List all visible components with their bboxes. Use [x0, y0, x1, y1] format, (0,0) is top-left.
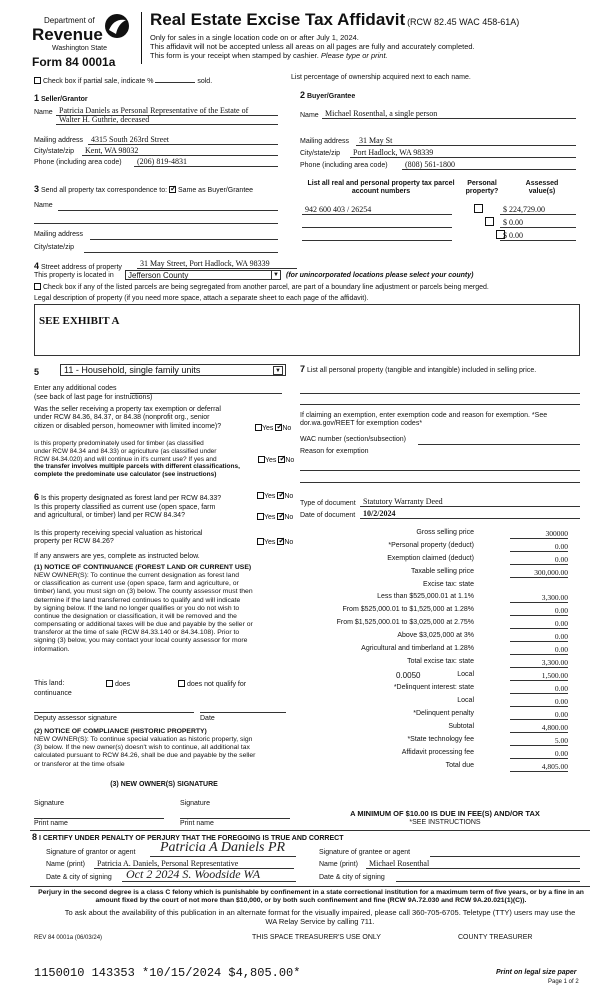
doc-type[interactable]: Statutory Warranty Deed	[360, 497, 580, 507]
alternate-format-note: To ask about the availability of this publication in an alternate format for the visually impaired, please call 360-705-6705. Teletype (TTY) users may use the WA Relay Service by calling 711.	[64, 908, 576, 926]
owner-print-label: Print name	[180, 820, 214, 827]
calc-row	[300, 606, 570, 617]
buyer-mail-label: Mailing address	[300, 138, 350, 145]
chevron-down-icon: ▼	[273, 366, 283, 375]
calc-label: Affidavit processing fee	[401, 749, 474, 756]
calc-value[interactable]: 3,300.00	[510, 658, 568, 668]
sec3-label: Send all property tax correspondence to:	[40, 187, 168, 194]
calc-label: Agricultural and timberland at 1.28%	[361, 645, 474, 652]
segregated-checkbox[interactable]	[34, 283, 41, 290]
owner-sig-label: Signature	[34, 800, 64, 807]
treasurer-stamp: 1150010 143353 *10/15/2024 $4,805.00*	[34, 966, 301, 980]
buyer-city-label: City/state/zip	[300, 150, 341, 157]
buyer-name[interactable]: Michael Rosenthal, a single person	[322, 109, 576, 119]
calc-row	[300, 723, 570, 734]
assessed-value[interactable]: $ 224,729.00	[500, 205, 576, 215]
perjury-statement: Perjury in the second degree is a class C felony which is punishable by confinement in a state correctional institution for a maximum term of five years, or by a fine in an amount fixed by the court of not more than $10,000, or by both such confinement and fine (RCW 9A.72.030 and RCW 9A.20.021(1)(C)).	[38, 889, 584, 904]
calc-row	[300, 568, 570, 579]
buyer-heading: Buyer/Grantee	[306, 93, 356, 100]
calc-label: From $1,525,000.01 to $3,025,000 at 2.75%	[336, 619, 474, 626]
calc-label: *Delinquent interest: state	[393, 684, 474, 691]
calc-row	[300, 555, 570, 566]
seller-name-label: Name	[34, 109, 53, 116]
seller-phone[interactable]: (206) 819-4831	[134, 157, 278, 167]
header-note-3: This form is your receipt when stamped by cashier.	[150, 51, 319, 61]
timber-question: Is this property predominately used for timber (as classified under RCW 84.34 and 84.33) or agriculture (as classified under RCW 84.34.020) and will continue in it's current use? If yes and the transfer involves multiple parcels with different classifications, complete the predominate use calculator (see instructions)	[34, 440, 240, 479]
same-as-buyer-label: Same as Buyer/Grantee	[177, 187, 254, 194]
calc-value[interactable]: 300000	[510, 529, 568, 539]
calc-row	[300, 736, 570, 747]
partial-sale-row	[34, 77, 212, 86]
seller-city[interactable]: Kent, WA 98032	[82, 146, 278, 156]
property-use-select[interactable]	[60, 364, 286, 376]
property-use-value: 11 - Household, single family units	[64, 365, 201, 375]
calc-value[interactable]: 5.00	[510, 736, 568, 746]
sec3-mail-label: Mailing address	[34, 231, 84, 238]
does-not-checkbox[interactable]	[178, 680, 185, 687]
wac-label: WAC number (section/subsection)	[300, 436, 406, 443]
county-treasurer-label: COUNTY TREASURER	[458, 934, 533, 941]
form-title-ref: (RCW 82.45 WAC 458-61A)	[407, 17, 520, 27]
segregated-label: Check box if any of the listed parcels are being segregated from another parcel, are part of a boundary line adjustment or parcels being merged.	[42, 284, 489, 291]
calc-label: Total due	[445, 762, 474, 769]
legal-description-box[interactable]	[34, 304, 580, 356]
calc-row	[300, 542, 570, 553]
chevron-down-icon: ▼	[271, 271, 280, 279]
header-note-2: This affidavit will not be accepted unless all areas on all pages are fully and accurately completed.	[150, 42, 475, 52]
timber-yes-checkbox[interactable]	[258, 456, 265, 463]
calc-label: *State technology fee	[407, 736, 474, 743]
partial-sale-label: Check box if partial sale, indicate %	[42, 78, 154, 85]
header-note-1: Only for sales in a single location code on or after July 1, 2024.	[150, 33, 359, 43]
same-as-buyer-checkbox[interactable]	[169, 186, 176, 193]
calc-row	[300, 619, 570, 630]
calc-label: Subtotal	[448, 723, 474, 730]
personal-col-header: Personal property?	[465, 180, 499, 196]
grantor-name-label: Name (print)	[46, 861, 85, 868]
calc-value[interactable]: 1,500.00	[510, 671, 568, 681]
buyer-name-label: Name	[300, 112, 319, 119]
owner-sig-label: Signature	[180, 800, 210, 807]
grantor-signature[interactable]: Patricia A Daniels PR	[160, 840, 286, 855]
forest-question: Is this property designated as forest land per RCW 84.33?	[40, 495, 222, 502]
state-label: Washington State	[52, 45, 107, 52]
calc-row	[300, 658, 570, 669]
historic-no-checkbox[interactable]	[277, 538, 284, 545]
parcel-number[interactable]	[302, 218, 452, 228]
continuance-label: continuance	[34, 690, 72, 697]
parcel-number[interactable]: 942 600 403 / 26254	[302, 205, 452, 215]
additional-codes-label: Enter any additional codes	[34, 385, 117, 392]
seller-city-label: City/state/zip	[34, 148, 75, 155]
calc-label: *Delinquent penalty	[413, 710, 474, 717]
calc-row	[300, 697, 570, 708]
calc-label: Local	[457, 697, 474, 704]
historic-yes-checkbox[interactable]	[257, 538, 264, 545]
if-yes-note: If any answers are yes, complete as instructed below.	[34, 553, 200, 560]
calc-label: Excise tax: state	[423, 581, 474, 588]
county-value: Jefferson County	[128, 271, 189, 280]
revision: REV 84 0001a (06/03/24)	[34, 935, 103, 941]
form-title-area	[150, 10, 590, 60]
additional-codes-note: (see back of last page for instructions)	[34, 394, 153, 401]
see-instructions-note: *SEE INSTRUCTIONS	[409, 819, 481, 826]
page-number: Page 1 of 2	[548, 979, 579, 985]
calc-value[interactable]: 0.00	[510, 645, 568, 655]
seller-phone-label: Phone (including area code)	[34, 159, 122, 166]
parcel-col-header: List all real and personal property tax parcel account numbers	[307, 180, 455, 196]
calc-value[interactable]: 0.00	[510, 632, 568, 642]
doc-date-label: Date of document	[300, 512, 356, 519]
seller-name-2[interactable]: Walter H. Guthrie, deceased	[56, 115, 278, 125]
calc-value[interactable]: 0.00	[510, 619, 568, 629]
calc-label: From $525,000.01 to $1,525,000 at 1.28%	[342, 606, 474, 613]
calc-row	[300, 671, 570, 682]
calc-row	[300, 593, 570, 604]
buyer-mail[interactable]: 31 May St	[356, 136, 576, 146]
calc-row	[300, 645, 570, 656]
seller-mail[interactable]: 4315 South 263rd Street	[88, 135, 278, 145]
notice-compliance: (2) NOTICE OF COMPLIANCE (HISTORIC PROPERTY) NEW OWNER(S): To continue special valuation as historic property, sign (3) below. If the new owner(s) doesn't wish to continue, all additional tax calculated pursuant to RCW 84.26, shall be due and payable by the seller or transferor at the time ofsale	[34, 728, 256, 768]
located-label: This property is located in	[34, 272, 114, 279]
seller-mail-label: Mailing address	[34, 137, 84, 144]
buyer-phone-label: Phone (including area code)	[300, 162, 388, 169]
timber-no-checkbox[interactable]	[278, 456, 285, 463]
parcel-number[interactable]	[302, 231, 452, 241]
forest-no-checkbox[interactable]	[277, 492, 284, 499]
calc-value[interactable]: 0.00	[510, 710, 568, 720]
calc-label: Above $3,025,000 at 3%	[397, 632, 474, 639]
form-title: Real Estate Excise Tax Affidavit	[150, 10, 406, 29]
dor-logo	[30, 10, 130, 70]
assessed-value[interactable]: $ 0.00	[500, 231, 576, 241]
calc-row	[300, 684, 570, 695]
grantee-sig-label: Signature of grantee or agent	[319, 849, 411, 856]
calc-value[interactable]: 0.00	[510, 684, 568, 694]
calc-row	[300, 710, 570, 721]
property-street[interactable]: 31 May Street, Port Hadlock, WA 98339	[137, 259, 297, 269]
dept-label: Department of	[44, 16, 95, 25]
calc-row	[300, 581, 570, 592]
calc-row	[300, 632, 570, 643]
calc-label: Exemption claimed (deduct)	[387, 555, 474, 562]
does-checkbox[interactable]	[106, 680, 113, 687]
sec3-name-label: Name	[34, 202, 53, 209]
legal-description: SEE EXHIBIT A	[39, 315, 120, 327]
current-use-no-checkbox[interactable]	[277, 513, 284, 520]
buyer-city[interactable]: Port Hadlock, WA 98339	[350, 148, 576, 158]
reason-label: Reason for exemption	[300, 448, 369, 455]
revenue-swirl-icon	[104, 12, 130, 40]
located-note: (for unincorporated locations please select your county)	[286, 272, 474, 279]
doc-date[interactable]: 10/2/2024	[360, 509, 580, 519]
current-use-yes-checkbox[interactable]	[257, 513, 264, 520]
calc-label: *Personal property (deduct)	[388, 542, 474, 549]
exemption-no-checkbox[interactable]	[275, 424, 282, 431]
grantee-name-label: Name (print)	[319, 861, 358, 868]
calc-value[interactable]: 0.00	[510, 697, 568, 707]
minimum-note: A MINIMUM OF $10.00 IS DUE IN FEE(S) AND/OR TAX	[350, 809, 540, 818]
county-select[interactable]	[125, 270, 281, 280]
calc-value[interactable]: 0.00	[510, 749, 568, 759]
deputy-label: Deputy assessor signature	[34, 715, 117, 722]
calc-value[interactable]: 0.00	[510, 542, 568, 552]
street-label: Street address of property	[40, 264, 122, 271]
exemption-claim-label: If claiming an exemption, enter exemption code and reason for exemption. *See dor.wa.gov/REET for exemption codes*	[300, 412, 548, 428]
calc-value[interactable]: 4,805.00	[510, 762, 568, 772]
personal-property-label: List all personal property (tangible and intangible) included in selling price.	[306, 367, 537, 374]
calc-value[interactable]: 3,300.00	[510, 593, 568, 603]
partial-sale-sold: sold.	[197, 78, 213, 85]
local-rate: 0.0050	[396, 671, 421, 680]
calc-label: Gross selling price	[416, 529, 474, 536]
grantor-date-city[interactable]: Oct 2 2024 S. Woodside WA	[126, 867, 261, 881]
calc-row	[300, 762, 570, 773]
header-note-3b: Please type or print.	[320, 51, 388, 61]
grantor-sig-label: Signature of grantor or agent	[46, 849, 136, 856]
calc-label: Taxable selling price	[410, 568, 474, 575]
calc-value[interactable]: 300,000.00	[510, 568, 568, 578]
historic-question: Is this property receiving special valuation as historical property per RCW 84.26?	[34, 530, 203, 546]
calc-row	[300, 529, 570, 540]
calc-label: Less than $525,000.01 at 1.1%	[377, 593, 474, 600]
partial-sale-checkbox[interactable]	[34, 77, 41, 84]
calc-value[interactable]: 4,800.00	[510, 723, 568, 733]
personal-property-checkbox[interactable]	[485, 217, 494, 226]
legal-label: Legal description of property (if you need more space, attach a separate sheet to each page of the affidavit).	[34, 295, 369, 302]
exemption-yes-checkbox[interactable]	[255, 424, 262, 431]
seller-heading: Seller/Grantor	[40, 96, 88, 103]
personal-property-checkbox[interactable]	[474, 204, 483, 213]
grantee-name[interactable]: Michael Rosenthal	[366, 859, 580, 869]
grantee-date-label: Date & city of signing	[319, 874, 385, 881]
calc-label: Local	[457, 671, 474, 678]
grantor-name[interactable]: Patricia A. Daniels, Personal Representative	[94, 859, 294, 869]
seller-name-1[interactable]: Patricia Daniels as Personal Representative of the Estate of	[56, 106, 278, 116]
forest-yes-checkbox[interactable]	[257, 492, 264, 499]
ownership-pct-label: List percentage of ownership acquired next to each name.	[291, 74, 471, 81]
deputy-date-label: Date	[200, 715, 215, 722]
exemption-question: Was the seller receiving a property tax exemption or deferral under RCW 84.36, 84.37, or 84.38 (nonprofit org., senior citizen or disabled person, homeowner with limited income)?	[34, 406, 222, 430]
assessed-col-header: Assessed value(s)	[525, 180, 559, 196]
grantor-date-label: Date & city of signing	[46, 874, 112, 881]
owner-print-label: Print name	[34, 820, 68, 827]
form-number: Form 84 0001a	[32, 55, 116, 69]
new-owner-signature-title: (3) NEW OWNER(S) SIGNATURE	[110, 781, 218, 788]
this-land-label: This land:	[34, 680, 65, 687]
calc-value[interactable]: 0.00	[510, 606, 568, 616]
calc-row	[300, 749, 570, 760]
calc-value[interactable]: 0.00	[510, 555, 568, 565]
doc-type-label: Type of document	[300, 500, 356, 507]
sec3-city-label: City/state/zip	[34, 244, 75, 251]
legal-size-note: Print on legal size paper	[496, 969, 577, 976]
certify-label: I CERTIFY UNDER PENALTY OF PERJURY THAT THE FOREGOING IS TRUE AND CORRECT	[38, 835, 344, 842]
calc-label: Total excise tax: state	[407, 658, 474, 665]
notice-continuance: (1) NOTICE OF CONTINUANCE (FOREST LAND OR CURRENT USE) NEW OWNER(S): To continue the current designation as forest land or classification as current use (open space, farm and agriculture, or timber) land, you must sign on (3) below. The county assessor must then determine if the land transferred continues to qualify and will indicate by signing below. If the land no longer qualifies or you do not wish to continue the designation or classification, it will be removed and the compensating or additional taxes will be due and payable by the seller or transferor at the time of sale (RCW 84.33.140 or 84.34.108). Prior to signing (3) below, you may contact your local county assessor for more information.	[34, 564, 253, 653]
assessed-value[interactable]: $ 0.00	[500, 218, 576, 228]
treasurer-use-label: THIS SPACE TREASURER'S USE ONLY	[252, 934, 381, 941]
buyer-phone[interactable]: (808) 561-1800	[402, 160, 576, 170]
current-use-question: Is this property classified as current use (open space, farm and agricultural, or timber) land per RCW 84.34?	[34, 504, 216, 520]
revenue-label: Revenue	[32, 25, 103, 44]
